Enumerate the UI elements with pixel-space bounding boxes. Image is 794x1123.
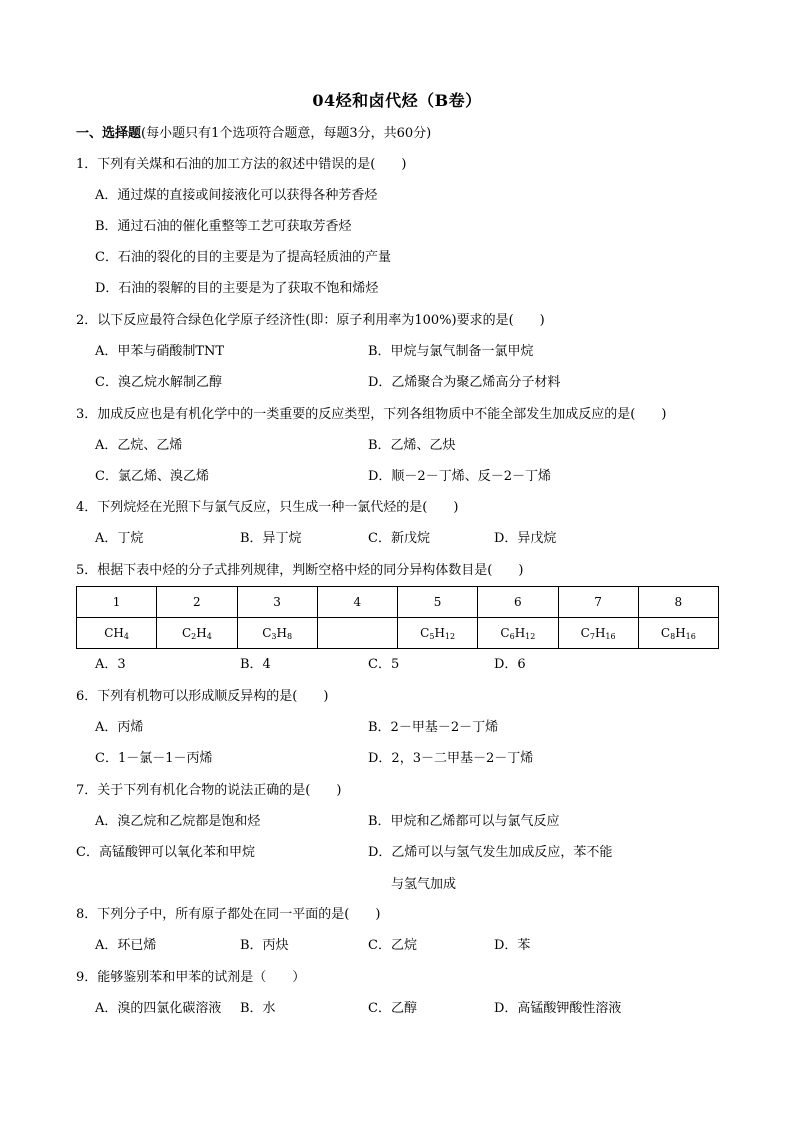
section-heading-label: 一、选择题 [76,126,142,141]
option-a: A．乙烷、乙烯 [95,438,183,453]
table-cell: 3 [237,587,317,618]
question-stem: 3．加成反应也是有机化学中的一类重要的反应类型，下列各组物质中不能全部发生加成反应的是( ) [76,407,667,422]
formula-text: CH [104,625,124,640]
formula-text: H [196,625,207,640]
option-b: B．4 [240,657,271,672]
option-a: A．丙烯 [95,720,144,735]
page-title: 04烃和卤代烃（B卷） [312,91,482,110]
option-c: C．石油的裂化的目的主要是为了提高轻质油的产量 [95,250,391,265]
option-b: B．水 [240,1001,276,1016]
table-cell: 7 [558,587,638,618]
formula-cell [478,618,558,649]
option-b: B．乙烯、乙炔 [368,438,456,453]
table-cell: 6 [478,587,558,618]
table-cell: 1 [77,587,157,618]
formula-cell [398,618,478,649]
formula-subscript: 6 [509,631,515,641]
formula-text: C [181,625,192,640]
question-stem: 4．下列烷烃在光照下与氯气反应，只生成一种一氯代烃的是( ) [76,500,459,515]
question-stem: 2．以下反应最符合绿色化学原子经济性(即：原子利用率为100%)要求的是( ) [76,313,545,328]
option-a: A．甲苯与硝酸制TNT [95,344,225,359]
formula-text: C [500,625,510,640]
option-b: B．通过石油的催化重整等工艺可获取芳香烃 [95,219,352,234]
option-d: D．石油的裂解的目的主要是为了获取不饱和烯烃 [95,281,379,296]
formula-text: H [434,625,445,640]
option-a: A．丁烷 [95,531,144,546]
table-cell: 5 [398,587,478,618]
question-stem: 5．根据下表中烃的分子式排列规律，判断空格中烃的同分异构体数目是( ) [76,563,524,578]
option-d: D．苯 [494,938,531,953]
formula-table [76,586,719,649]
formula-text: H [514,625,526,640]
formula-subscript: 4 [123,631,129,641]
option-a: A．溴乙烷和乙烷都是饱和烃 [95,814,261,829]
formula-text: C [660,625,671,640]
option-c: C．高锰酸钾可以氧化苯和甲烷 [76,845,255,860]
option-d: D．高锰酸钾酸性溶液 [494,1001,622,1016]
table-formula-row [77,618,719,649]
formula-cell [638,618,718,649]
table-cell: 2 [157,587,237,618]
formula-subscript: 12 [444,631,456,641]
option-a: A．溴的四氯化碳溶液 [95,1001,222,1016]
option-d: D．顺－2－丁烯、反－2－丁烯 [368,469,551,484]
formula-cell [237,618,317,649]
formula-cell [157,618,237,649]
formula-subscript: 12 [525,631,536,641]
option-c: C．乙醇 [368,1001,417,1016]
formula-text: H [675,625,686,640]
option-b: B．甲烷和乙烯都可以与氯气反应 [368,814,560,829]
formula-subscript: 8 [286,631,293,641]
option-d: D．乙烯聚合为聚乙烯高分子材料 [368,375,561,390]
question-stem: 7．关于下列有机化合物的说法正确的是( ) [76,783,342,798]
section-heading [76,125,431,143]
formula-text: H [594,625,606,640]
formula-cell-empty [317,618,397,649]
option-b: B．2－甲基－2－丁烯 [368,720,499,735]
option-d: D．乙烯可以与氢气发生加成反应，苯不能 [368,845,613,860]
formula-subscript: 5 [429,631,435,641]
option-c: C．溴乙烷水解制乙醇 [95,375,222,390]
table-header-row [77,587,719,618]
formula-subscript: 3 [271,631,277,641]
question-stem: 9．能够鉴别苯和甲苯的试剂是（ ） [76,970,306,985]
option-b: B．异丁烷 [240,531,302,546]
table-cell: 4 [317,587,397,618]
formula-cell [77,618,157,649]
option-c: C．1－氯－1－丙烯 [95,751,213,766]
formula-text: C [262,625,272,640]
option-c: C．氯乙烯、溴乙烯 [95,469,209,484]
option-d-continued: 与氢气加成 [391,877,457,892]
option-a: A．3 [95,657,126,672]
option-d: D．异戊烷 [494,531,557,546]
formula-cell [558,618,638,649]
option-b: B．甲烷与氯气制备一氯甲烷 [368,344,534,359]
question-stem: 8．下列分子中，所有原子都处在同一平面的是( ) [76,907,381,922]
question-stem: 6．下列有机物可以形成顺反异构的是( ) [76,689,329,704]
formula-subscript: 4 [206,631,212,641]
formula-subscript: 2 [191,631,197,641]
option-a: A．环已烯 [95,938,157,953]
option-d: D．6 [494,657,526,672]
option-c: C．乙烷 [368,938,417,953]
formula-text: C [420,625,430,640]
table-cell: 8 [638,587,718,618]
formula-text: H [276,625,287,640]
formula-subscript: 16 [605,631,616,641]
option-c: C．5 [368,657,400,672]
option-b: B．丙炔 [240,938,289,953]
option-a: A．通过煤的直接或间接液化可以获得各种芳香烃 [95,188,378,203]
option-d: D．2，3－二甲基－2－丁烯 [368,751,534,766]
option-c: C．新戊烷 [368,531,430,546]
section-note: (每小题只有1个选项符合题意，每题3分，共60分) [141,126,432,141]
formula-text: C [580,625,590,640]
formula-subscript: 7 [589,631,595,641]
formula-subscript: 8 [670,631,676,641]
question-stem: 1．下列有关煤和石油的加工方法的叙述中错误的是( ) [76,157,407,172]
formula-subscript: 16 [685,631,696,641]
